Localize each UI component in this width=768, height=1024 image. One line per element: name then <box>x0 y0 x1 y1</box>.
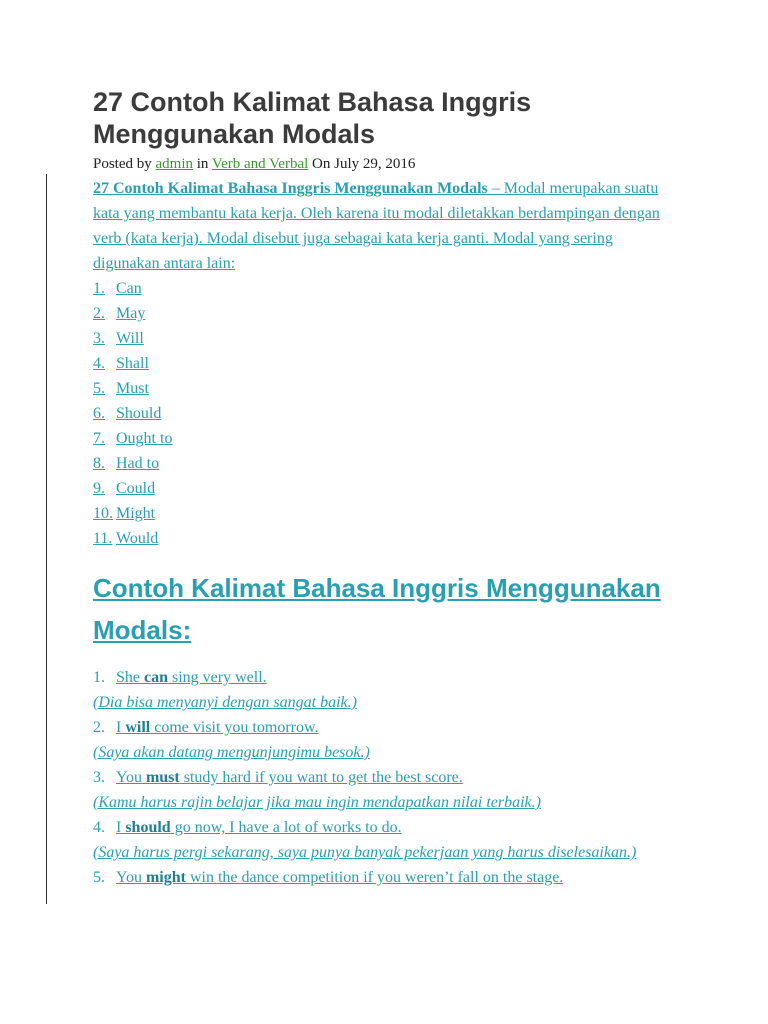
example-translation[interactable]: (Saya akan datang mengunjungimu besok.) <box>93 744 370 761</box>
example-translation[interactable]: (Kamu harus rajin belajar jika mau ingin mendapatkan nilai terbaik.) <box>93 794 541 811</box>
example-text-pre: She <box>116 669 144 686</box>
list-item-number: 11. <box>93 530 113 547</box>
list-item-number: 5. <box>93 380 105 397</box>
category-link[interactable]: Verb and Verbal <box>211 156 309 172</box>
example-modal: should <box>125 819 171 836</box>
list-item-number: 10. <box>93 505 113 522</box>
example-text-pre: I <box>116 819 126 836</box>
list-item-label: Might <box>116 505 156 522</box>
example-number: 1. <box>93 669 105 686</box>
example-number: 3. <box>93 769 105 786</box>
intro-paragraph[interactable] <box>93 176 683 276</box>
example-sentence[interactable] <box>93 665 683 690</box>
list-item-number: 8. <box>93 455 105 472</box>
list-item-label: Will <box>116 330 144 347</box>
examples-list <box>93 665 683 890</box>
list-item-label: Ought to <box>116 430 173 447</box>
section-heading[interactable]: Contoh Kalimat Bahasa Inggris Menggunakan Modals: <box>93 573 661 645</box>
example-number: 2. <box>93 719 105 736</box>
example-modal: will <box>125 719 151 736</box>
example-sentence[interactable] <box>93 715 683 740</box>
example-text-pre: I <box>116 719 126 736</box>
example-sentence[interactable] <box>93 765 683 790</box>
list-item-number: 7. <box>93 430 105 447</box>
intro-bold-title: 27 Contoh Kalimat Bahasa Inggris Menggunakan Modals <box>93 180 488 197</box>
list-item-number: 9. <box>93 480 105 497</box>
example-number: 4. <box>93 819 105 836</box>
example-sentence[interactable] <box>93 865 683 890</box>
posted-by-label: Posted by <box>93 156 152 172</box>
page-title: 27 Contoh Kalimat Bahasa Inggris Menggunakan Modals <box>93 87 532 149</box>
list-item-label: Would <box>116 530 159 547</box>
list-item[interactable] <box>93 526 683 551</box>
example-text-post: go now, I have a lot of works to do. <box>170 819 402 836</box>
article <box>93 86 683 890</box>
list-item-number: 2. <box>93 305 105 322</box>
list-item-label: Must <box>116 380 149 397</box>
list-item[interactable] <box>93 276 683 301</box>
author-link[interactable]: admin <box>155 156 194 172</box>
list-item-number: 6. <box>93 405 105 422</box>
list-item-number: 1. <box>93 280 105 297</box>
example-translation[interactable]: (Dia bisa menyanyi dengan sangat baik.) <box>93 694 357 711</box>
modals-list <box>93 276 683 551</box>
example-modal: can <box>144 669 168 686</box>
list-item[interactable] <box>93 401 683 426</box>
margin-rule <box>46 174 47 904</box>
in-label: in <box>196 156 209 172</box>
example-modal: must <box>145 769 180 786</box>
list-item[interactable] <box>93 426 683 451</box>
example-text-post: come visit you tomorrow. <box>150 719 319 736</box>
list-item[interactable] <box>93 451 683 476</box>
list-item-label: Can <box>116 280 142 297</box>
example-text-pre: You <box>116 869 146 886</box>
list-item-number: 3. <box>93 330 105 347</box>
example-text-post: sing very well. <box>168 669 267 686</box>
example-number: 5. <box>93 869 105 886</box>
example-text-post: win the dance competition if you weren’t fall on the stage. <box>185 869 564 886</box>
post-meta <box>93 154 683 174</box>
post-date: On July 29, 2016 <box>312 156 416 172</box>
list-item-label: Had to <box>116 455 160 472</box>
list-item-number: 4. <box>93 355 105 372</box>
list-item[interactable] <box>93 376 683 401</box>
intro-text: – Modal merupakan suatu kata yang membantu kata kerja. Oleh karena itu modal diletakkan berdampingan dengan verb (kata kerja). Modal disebut juga sebagai kata kerja ganti. Modal yang sering digunakan antara lain: <box>93 180 660 272</box>
list-item[interactable] <box>93 351 683 376</box>
list-item[interactable] <box>93 476 683 501</box>
list-item-label: Should <box>116 405 162 422</box>
list-item-label: May <box>116 305 146 322</box>
list-item[interactable] <box>93 301 683 326</box>
example-modal: might <box>145 869 186 886</box>
example-sentence[interactable] <box>93 815 683 840</box>
example-translation[interactable]: (Saya harus pergi sekarang, saya punya banyak pekerjaan yang harus diselesaikan.) <box>93 844 637 861</box>
list-item[interactable] <box>93 326 683 351</box>
list-item-label: Shall <box>116 355 149 372</box>
list-item-label: Could <box>116 480 156 497</box>
example-text-pre: You <box>116 769 146 786</box>
example-text-post: study hard if you want to get the best score. <box>179 769 463 786</box>
list-item[interactable] <box>93 501 683 526</box>
